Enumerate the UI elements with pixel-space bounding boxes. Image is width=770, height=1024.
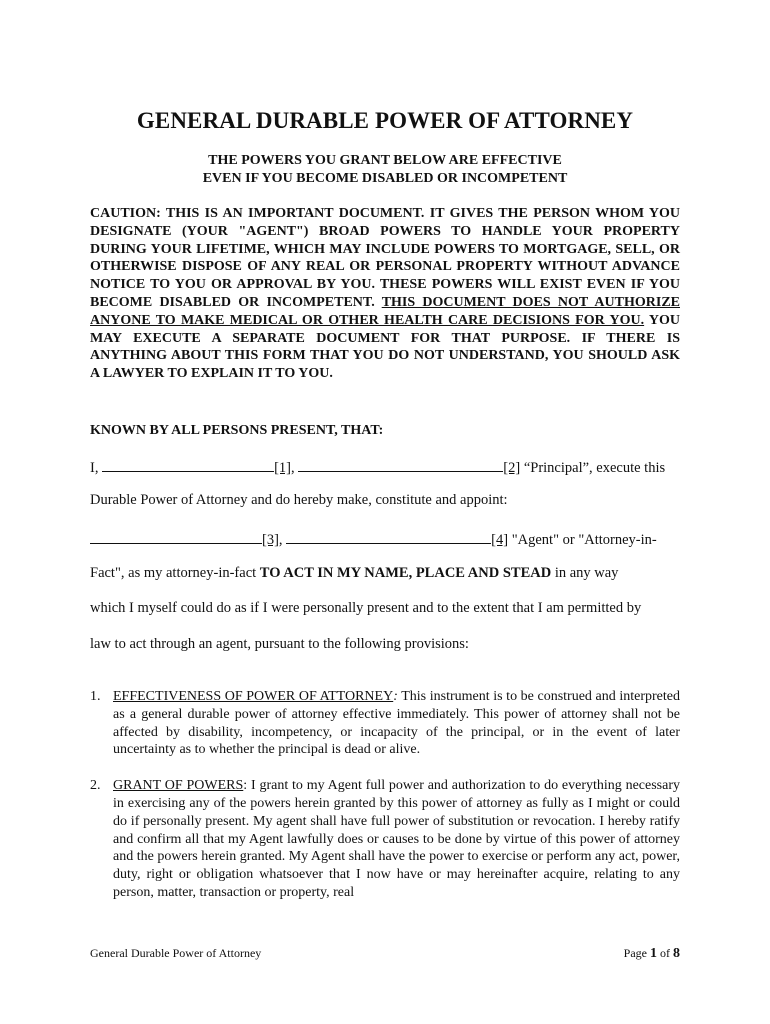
act-in-my-name-phrase: TO ACT IN MY NAME, PLACE AND STEAD	[259, 565, 552, 581]
document-title: GENERAL DURABLE POWER OF ATTORNEY	[136, 108, 634, 133]
footer-page-label: Page	[623, 946, 650, 960]
principal-separator: ,	[291, 460, 299, 476]
agent-name-blank[interactable]	[90, 528, 262, 544]
section-heading-punct: :	[393, 689, 398, 704]
footer-document-name: General Durable Power of Attorney	[90, 946, 262, 960]
field-ref-1: [1]	[274, 460, 292, 476]
footer-total-pages: 8	[673, 946, 680, 961]
footer-of-label: of	[657, 946, 673, 960]
section-heading-punct: :	[243, 778, 248, 794]
principal-name-blank[interactable]	[102, 456, 274, 472]
personally-present-line: which I myself could do as if I were personally present and to the extent that I am permitted by	[90, 600, 642, 616]
caution-paragraph	[90, 205, 680, 383]
section-heading: EFFECTIVENESS OF POWER OF ATTORNEY	[113, 689, 394, 704]
document-subtitle	[0, 152, 770, 188]
principal-prefix: I,	[90, 460, 103, 476]
caution-text-1: CAUTION: THIS IS AN IMPORTANT DOCUMENT. IT GIVES THE PERSON WHOM YOU DESIGNATE (YOUR "AGENT") BROAD POWERS TO HANDLE YOUR PROPERTY DURING YOUR LIFETIME, WHICH MAY INCLUDE POWERS TO MORTGAGE, SELL, OR OTHERWISE DISPOSE OF ANY REAL OR PERSONAL PROPERTY WITHOUT ADVANCE NOTICE TO YOU OR APPROVAL BY YOU. THESE POWERS WILL EXIST EVEN IF YOU BECOME DISABLED OR INCOMPETENT.	[90, 206, 680, 310]
section-number: 2.	[90, 778, 101, 794]
attorney-in-fact-line	[90, 565, 680, 582]
agent-separator: ,	[278, 532, 287, 548]
field-ref-2: [2]	[503, 460, 521, 476]
agent-suffix: "Agent" or "Attorney-in-	[508, 532, 657, 548]
provisions-line: law to act through an agent, pursuant to the following provisions:	[90, 636, 469, 652]
footer-page-indicator	[624, 946, 680, 962]
section-body: I grant to my Agent full power and authorization to do everything necessary in exercising any of the powers herein granted by this power of attorney as fully as I might or could do if personally present. My agent shall have full power of substitution or revocation. I hereby ratify and confirm all that my Agent lawfully does or causes to be done by virtue of this power of attorney and the powers herein granted. My Agent shall have the power to exercise or perform any act, power, duty, right or obligation whatsoever that I now have or may hereinafter acquire, relating to any person, matter, transaction or property, real	[113, 778, 681, 900]
field-ref-4: [4]	[491, 532, 509, 548]
section-effectiveness	[90, 688, 680, 759]
principal-address-blank[interactable]	[298, 456, 503, 472]
agent-address-blank[interactable]	[286, 528, 491, 544]
provisions-list	[90, 688, 680, 902]
caution-text-2: YOU MAY EXECUTE A SEPARATE DOCUMENT FOR THAT PURPOSE. IF THERE IS ANYTHING ABOUT THIS FORM THAT YOU DO NOT UNDERSTAND, YOU SHOULD ASK A LAWYER TO EXPLAIN IT TO YOU.	[90, 312, 680, 382]
principal-line	[90, 456, 680, 477]
agent-line	[90, 528, 680, 549]
known-by-all-heading: KNOWN BY ALL PERSONS PRESENT, THAT:	[90, 423, 384, 438]
appoint-line: Durable Power of Attorney and do hereby make, constitute and appoint:	[90, 492, 508, 508]
section-body: This instrument is to be construed and interpreted as a general durable power of attorney effective immediately. This power of attorney shall not be affected by disability, incompetency, or incapacity of the principal, or in the event of later uncertainty as to whether the principal is dead or alive.	[113, 689, 680, 758]
subtitle-line-2: EVEN IF YOU BECOME DISABLED OR INCOMPETENT	[202, 171, 568, 186]
principal-suffix: “Principal”, execute this	[520, 460, 666, 476]
attorney-in-fact-pre: Fact", as my attorney-in-fact	[90, 565, 260, 581]
footer-page-number: 1	[650, 946, 657, 961]
section-grant-of-powers	[90, 777, 680, 902]
subtitle-line-1: THE POWERS YOU GRANT BELOW ARE EFFECTIVE	[208, 153, 562, 168]
field-ref-3: [3]	[262, 532, 279, 548]
section-number: 1.	[90, 689, 101, 704]
section-heading: GRANT OF POWERS	[113, 778, 244, 794]
attorney-in-fact-post: in any way	[551, 565, 619, 581]
caution-medical-notice: THIS DOCUMENT DOES NOT AUTHORIZE ANYONE TO MAKE MEDICAL OR OTHER HEALTH CARE DECISIONS FOR YOU.	[90, 294, 680, 328]
